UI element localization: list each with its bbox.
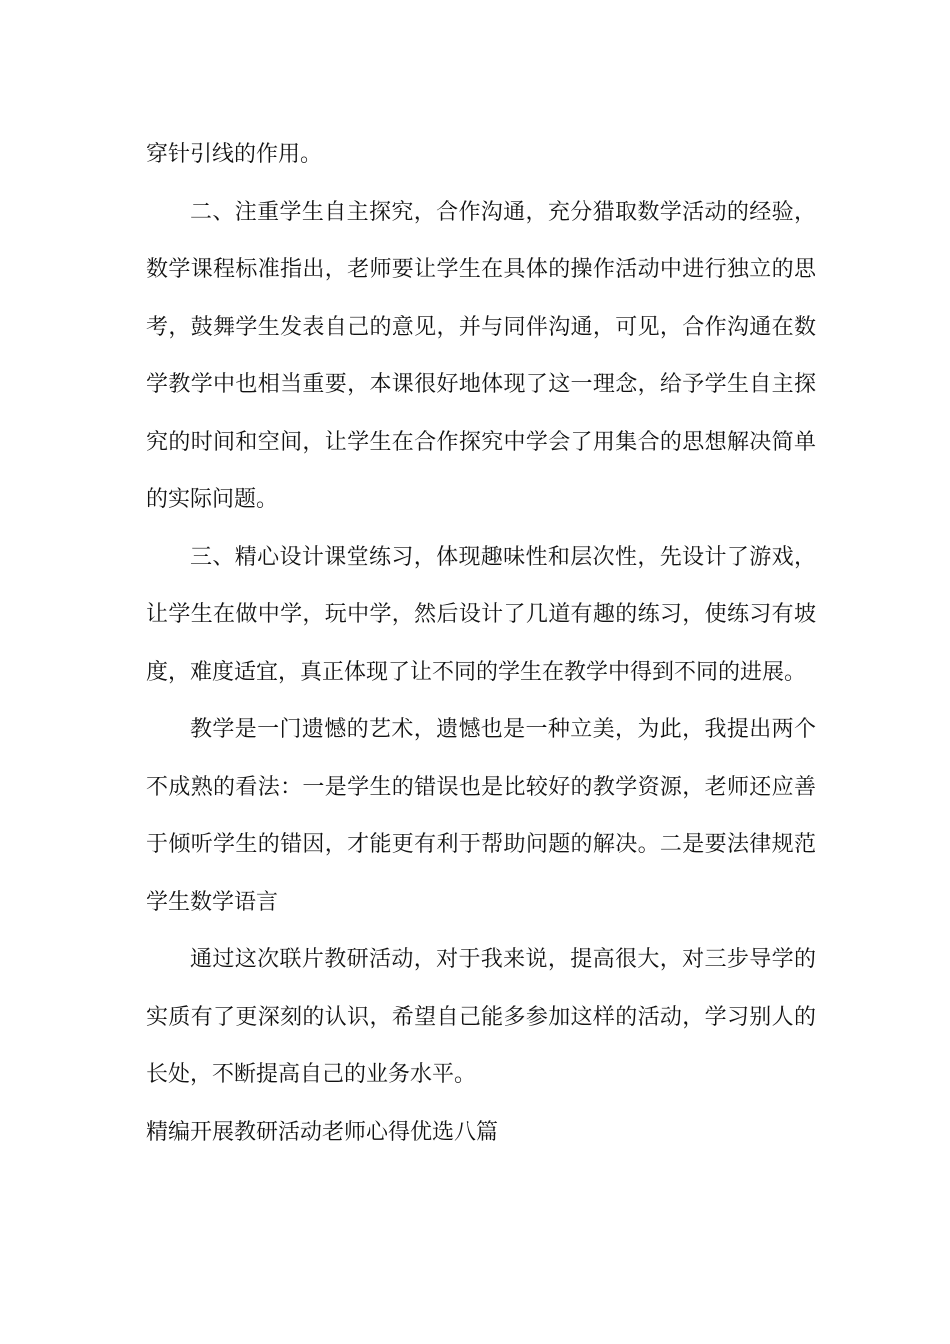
- paragraph-point-three: 三、精心设计课堂练习，体现趣味性和层次性，先设计了游戏，让学生在做中学，玩中学，然后设计了几道有趣的练习，使练习有坡度，难度适宜，真正体现了让不同的学生在教学中得到不同的进展。: [146, 544, 816, 685]
- document-body: [146, 126, 816, 1161]
- paragraph-continuation: 穿针引线的作用。: [146, 142, 323, 167]
- section-title: 精编开展教研活动老师心得优选八篇: [146, 1119, 499, 1145]
- paragraph-reflection: 教学是一门遗憾的艺术，遗憾也是一种立美，为此，我提出两个不成熟的看法：一是学生的错误也是比较好的教学资源，老师还应善于倾听学生的错因，才能更有利于帮助问题的解决。二是要法律规范学生数学语言: [146, 717, 816, 915]
- paragraph-conclusion: 通过这次联片教研活动，对于我来说，提高很大，对三步导学的实质有了更深刻的认识，希望自己能多参加这样的活动，学习别人的长处，不断提高自己的业务水平。: [146, 947, 816, 1087]
- paragraph-point-two: 二、注重学生自主探究，合作沟通，充分猎取数学活动的经验，数学课程标准指出，老师要让学生在具体的操作活动中进行独立的思考，鼓舞学生发表自己的意见，并与同伴沟通，可见，合作沟通在数学教学中也相当重要，本课很好地体现了这一理念，给予学生自主探究的时间和空间，让学生在合作探究中学会了用集合的思想解决简单的实际问题。: [146, 199, 816, 512]
